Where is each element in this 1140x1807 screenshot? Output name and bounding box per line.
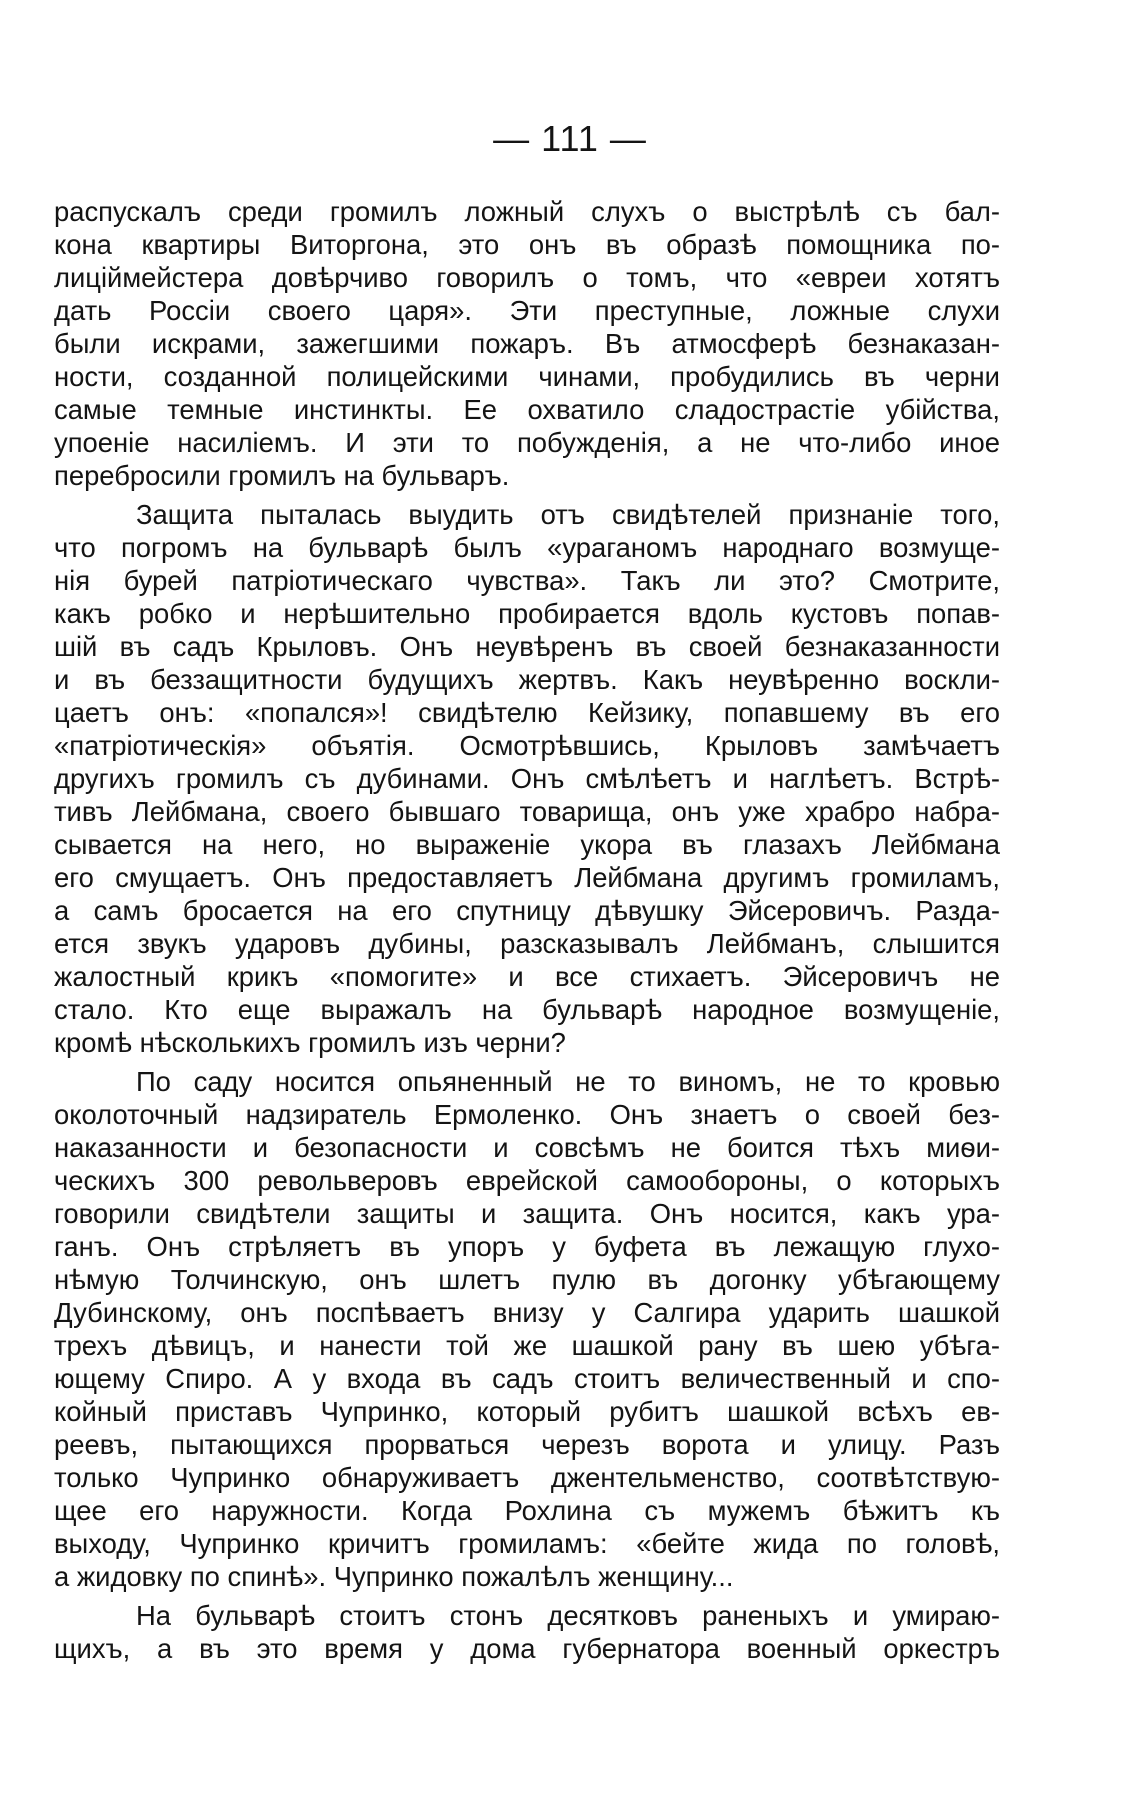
paragraph-1 (54, 195, 1000, 492)
text-line: были искрами, зажегшими пожаръ. Въ атмосферѣ безнаказан- (54, 328, 1000, 359)
text-line: другихъ громилъ съ дубинами. Онъ смѣлѣетъ и наглѣетъ. Встрѣ- (54, 763, 1000, 794)
text-line: самые темные инстинкты. Ее охватило сладострастіе убійства, (54, 394, 1000, 425)
text-line: трехъ дѣвицъ, и нанести той же шашкой рану въ шею убѣга- (54, 1330, 1000, 1361)
text-line: ется звукъ ударовъ дубины, разсказывалъ Лейбманъ, слышится (54, 928, 1000, 959)
text-line: койный приставъ Чупринко, который рубитъ шашкой всѣхъ ев- (54, 1396, 1000, 1427)
text-line: нія бурей патріотическаго чувства». Такъ ли это? Смотрите, (54, 565, 1000, 596)
text-line: Дубинскому, онъ поспѣваетъ внизу у Салгира ударить шашкой (54, 1297, 1000, 1328)
text-line: сывается на него, но выраженіе укора въ глазахъ Лейбмана (54, 829, 1000, 860)
text-line: «патріотическія» объятія. Осмотрѣвшись, Крыловъ замѣчаетъ (54, 730, 1000, 761)
text-line: Защита пыталась выудить отъ свидѣтелей признаніе того, (136, 499, 1000, 530)
text-line: стало. Кто еще выражалъ на бульварѣ народное возмущеніе, (54, 994, 1000, 1025)
paragraph-3 (54, 1065, 1000, 1593)
text-line: На бульварѣ стоитъ стонъ десятковъ раненыхъ и умираю- (136, 1600, 1000, 1631)
text-line: и въ беззащитности будущихъ жертвъ. Какъ неувѣренно воскли- (54, 664, 1000, 695)
text-line: тивъ Лейбмана, своего бывшаго товарища, онъ уже храбро набра- (54, 796, 1000, 827)
text-line: реевъ, пытающихся прорваться черезъ ворота и улицу. Разъ (54, 1429, 1000, 1460)
text-line: цаетъ онъ: «попался»! свидѣтелю Кейзику, попавшему въ его (54, 697, 1000, 728)
page-body (54, 195, 1000, 1665)
text-line: его смущаетъ. Онъ предоставляетъ Лейбмана другимъ громиламъ, (54, 862, 1000, 893)
text-line: дать Россіи своего царя». Эти преступные, ложные слухи (54, 295, 1000, 326)
text-line: распускалъ среди громилъ ложный слухъ о выстрѣлѣ съ бал- (54, 196, 1000, 227)
text-line: выходу, Чупринко кричитъ громиламъ: «бейте жида по головѣ, (54, 1528, 1000, 1559)
text-line: что погромъ на бульварѣ былъ «ураганомъ народнаго возмуще- (54, 532, 1000, 563)
text-line: упоеніе насиліемъ. И эти то побужденія, а не что-либо иное (54, 427, 1000, 458)
text-line: только Чупринко обнаруживаетъ джентельменство, соотвѣтствую- (54, 1462, 1000, 1493)
text-line: щее его наружности. Когда Рохлина съ мужемъ бѣжитъ къ (54, 1495, 1000, 1526)
text-line: перебросили громилъ на бульваръ. (54, 460, 510, 491)
text-line: ности, созданной полицейскими чинами, пробудились въ черни (54, 361, 1000, 392)
text-line: нѣмую Толчинскую, онъ шлетъ пулю въ догонку убѣгающему (54, 1264, 1000, 1295)
text-line: ганъ. Онъ стрѣляетъ въ упоръ у буфета въ лежащую глухо- (54, 1231, 1000, 1262)
text-line: кона квартиры Виторгона, это онъ въ образѣ помощника по- (54, 229, 1000, 260)
text-line: околоточный надзиратель Ермоленко. Онъ знаетъ о своей без- (54, 1099, 1000, 1130)
text-line: ческихъ 300 револьверовъ еврейской самообороны, о которыхъ (54, 1165, 1000, 1196)
text-line: наказанности и безопасности и совсѣмъ не боится тѣхъ миѳи- (54, 1132, 1000, 1163)
text-line: ющему Спиро. А у входа въ садъ стоитъ величественный и спо- (54, 1363, 1000, 1394)
text-line: лиціймейстера довѣрчиво говорилъ о томъ, что «евреи хотятъ (54, 262, 1000, 293)
text-line: а жидовку по спинѣ». Чупринко пожалѣлъ женщину... (54, 1561, 734, 1592)
text-line: а самъ бросается на его спутницу дѣвушку Эйсеровичъ. Разда- (54, 895, 1000, 926)
page-number: — 111 — (493, 118, 647, 159)
text-line: шій въ садъ Крыловъ. Онъ неувѣренъ въ своей безнаказанности (54, 631, 1000, 662)
text-line: жалостный крикъ «помогите» и все стихаетъ. Эйсеровичъ не (54, 961, 1000, 992)
text-line: какъ робко и нерѣшительно пробирается вдоль кустовъ попав- (54, 598, 1000, 629)
text-line: кромѣ нѣсколькихъ громилъ изъ черни? (54, 1027, 566, 1058)
text-line: щихъ, а въ это время у дома губернатора военный оркестръ (54, 1633, 1000, 1664)
paragraph-2 (54, 498, 1000, 1059)
text-line: говорили свидѣтели защиты и защита. Онъ носится, какъ ура- (54, 1198, 1000, 1229)
text-line: По саду носится опьяненный не то виномъ, не то кровью (136, 1066, 1000, 1097)
paragraph-4 (54, 1599, 1000, 1665)
